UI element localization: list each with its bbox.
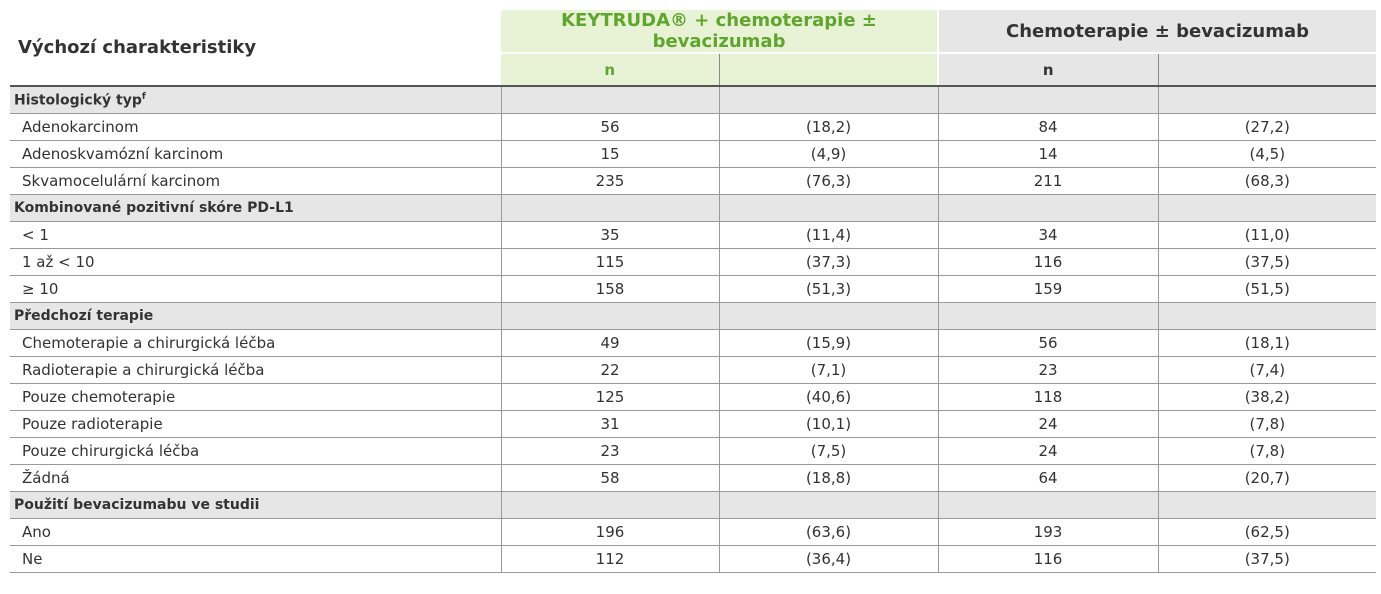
section-empty-cell	[719, 86, 938, 114]
chemo-n-cell: 24	[938, 411, 1158, 438]
footnote-marker: f	[141, 91, 146, 102]
chemo-n-cell: 118	[938, 384, 1158, 411]
row-label: Ano	[10, 519, 501, 546]
keytruda-pct-cell: (51,3)	[719, 276, 938, 303]
keytruda-pct-cell: (7,5)	[719, 438, 938, 465]
row-label: Žádná	[10, 465, 501, 492]
section-row	[10, 492, 1376, 519]
table-row	[10, 330, 1376, 357]
keytruda-pct-cell: (15,9)	[719, 330, 938, 357]
row-label: ≥ 10	[10, 276, 501, 303]
keytruda-n-header: n	[501, 53, 719, 86]
keytruda-pct-cell: (76,3)	[719, 168, 938, 195]
chemo-n-cell: 116	[938, 249, 1158, 276]
section-empty-cell	[719, 492, 938, 519]
row-label: Ne	[10, 546, 501, 573]
keytruda-n-cell: 58	[501, 465, 719, 492]
keytruda-pct-cell: (36,4)	[719, 546, 938, 573]
chemo-pct-cell: (7,8)	[1158, 438, 1376, 465]
section-empty-cell	[501, 492, 719, 519]
chemo-n-cell: 14	[938, 141, 1158, 168]
chemo-n-header: n	[938, 53, 1158, 86]
header-group-row	[10, 10, 1376, 53]
section-empty-cell	[1158, 303, 1376, 330]
chemo-n-cell: 159	[938, 276, 1158, 303]
chemo-pct-cell: (7,8)	[1158, 411, 1376, 438]
chemo-n-cell: 23	[938, 357, 1158, 384]
section-empty-cell	[1158, 492, 1376, 519]
chemo-n-cell: 24	[938, 438, 1158, 465]
section-row	[10, 195, 1376, 222]
section-empty-cell	[501, 195, 719, 222]
table-row	[10, 438, 1376, 465]
table-row	[10, 168, 1376, 195]
row-label: Radioterapie a chirurgická léčba	[10, 357, 501, 384]
chemo-n-cell: 193	[938, 519, 1158, 546]
section-empty-cell	[501, 303, 719, 330]
section-label	[10, 303, 501, 330]
section-empty-cell	[938, 86, 1158, 114]
chemo-pct-cell: (11,0)	[1158, 222, 1376, 249]
row-label: Adenokarcinom	[10, 114, 501, 141]
keytruda-n-cell: 125	[501, 384, 719, 411]
baseline-characteristics-table	[10, 10, 1376, 573]
keytruda-pct-cell: (4,9)	[719, 141, 938, 168]
chemo-pct-cell: (4,5)	[1158, 141, 1376, 168]
row-label: 1 až < 10	[10, 249, 501, 276]
keytruda-pct-cell: (63,6)	[719, 519, 938, 546]
keytruda-pct-cell: (40,6)	[719, 384, 938, 411]
table-header	[10, 10, 1376, 86]
table-row	[10, 276, 1376, 303]
chemo-pct-cell: (68,3)	[1158, 168, 1376, 195]
section-label-text: Použití bevacizumabu ve studii	[14, 497, 260, 513]
section-label-text: Kombinované pozitivní skóre PD-L1	[14, 200, 294, 216]
row-label: Adenoskvamózní karcinom	[10, 141, 501, 168]
chemo-group-header: Chemoterapie ± bevacizumab	[938, 10, 1376, 53]
keytruda-group-header: KEYTRUDA® + chemoterapie ± bevacizumab	[501, 10, 938, 53]
table-row	[10, 357, 1376, 384]
keytruda-n-cell: 115	[501, 249, 719, 276]
chemo-n-cell: 64	[938, 465, 1158, 492]
table-title: Výchozí charakteristiky	[10, 10, 501, 86]
keytruda-pct-cell: (37,3)	[719, 249, 938, 276]
row-label: Pouze chemoterapie	[10, 384, 501, 411]
keytruda-n-cell: 112	[501, 546, 719, 573]
keytruda-n-cell: 235	[501, 168, 719, 195]
section-empty-cell	[938, 195, 1158, 222]
chemo-pct-cell: (51,5)	[1158, 276, 1376, 303]
section-empty-cell	[501, 86, 719, 114]
table-row	[10, 249, 1376, 276]
table-row	[10, 222, 1376, 249]
keytruda-pct-header	[719, 53, 938, 86]
chemo-pct-cell: (18,1)	[1158, 330, 1376, 357]
section-empty-cell	[938, 303, 1158, 330]
section-row	[10, 86, 1376, 114]
chemo-pct-cell: (37,5)	[1158, 546, 1376, 573]
chemo-pct-cell: (38,2)	[1158, 384, 1376, 411]
chemo-pct-cell: (27,2)	[1158, 114, 1376, 141]
chemo-pct-header	[1158, 53, 1376, 86]
keytruda-n-cell: 22	[501, 357, 719, 384]
chemo-n-cell: 84	[938, 114, 1158, 141]
chemo-pct-cell: (62,5)	[1158, 519, 1376, 546]
section-empty-cell	[1158, 195, 1376, 222]
table-row	[10, 546, 1376, 573]
row-label: Pouze radioterapie	[10, 411, 501, 438]
row-label: Skvamocelulární karcinom	[10, 168, 501, 195]
keytruda-n-cell: 56	[501, 114, 719, 141]
keytruda-pct-cell: (10,1)	[719, 411, 938, 438]
keytruda-n-cell: 196	[501, 519, 719, 546]
section-label-text: Histologický typ	[14, 92, 142, 109]
keytruda-n-cell: 49	[501, 330, 719, 357]
keytruda-pct-cell: (18,2)	[719, 114, 938, 141]
row-label: Pouze chirurgická léčba	[10, 438, 501, 465]
keytruda-pct-cell: (7,1)	[719, 357, 938, 384]
table-row	[10, 465, 1376, 492]
keytruda-pct-cell: (18,8)	[719, 465, 938, 492]
table-row	[10, 141, 1376, 168]
row-label: < 1	[10, 222, 501, 249]
section-row	[10, 303, 1376, 330]
keytruda-pct-cell: (11,4)	[719, 222, 938, 249]
row-label: Chemoterapie a chirurgická léčba	[10, 330, 501, 357]
section-label	[10, 86, 501, 114]
section-label	[10, 492, 501, 519]
table-body	[10, 86, 1376, 573]
table-row	[10, 114, 1376, 141]
table-row	[10, 519, 1376, 546]
chemo-pct-cell: (37,5)	[1158, 249, 1376, 276]
keytruda-n-cell: 23	[501, 438, 719, 465]
section-empty-cell	[938, 492, 1158, 519]
section-empty-cell	[719, 303, 938, 330]
chemo-pct-cell: (7,4)	[1158, 357, 1376, 384]
chemo-n-cell: 56	[938, 330, 1158, 357]
section-empty-cell	[719, 195, 938, 222]
table-row	[10, 384, 1376, 411]
section-label-text: Předchozí terapie	[14, 308, 154, 324]
keytruda-n-cell: 158	[501, 276, 719, 303]
table-row	[10, 411, 1376, 438]
chemo-n-cell: 34	[938, 222, 1158, 249]
section-empty-cell	[1158, 86, 1376, 114]
chemo-pct-cell: (20,7)	[1158, 465, 1376, 492]
keytruda-n-cell: 35	[501, 222, 719, 249]
chemo-n-cell: 116	[938, 546, 1158, 573]
chemo-n-cell: 211	[938, 168, 1158, 195]
keytruda-n-cell: 15	[501, 141, 719, 168]
keytruda-n-cell: 31	[501, 411, 719, 438]
section-label	[10, 195, 501, 222]
